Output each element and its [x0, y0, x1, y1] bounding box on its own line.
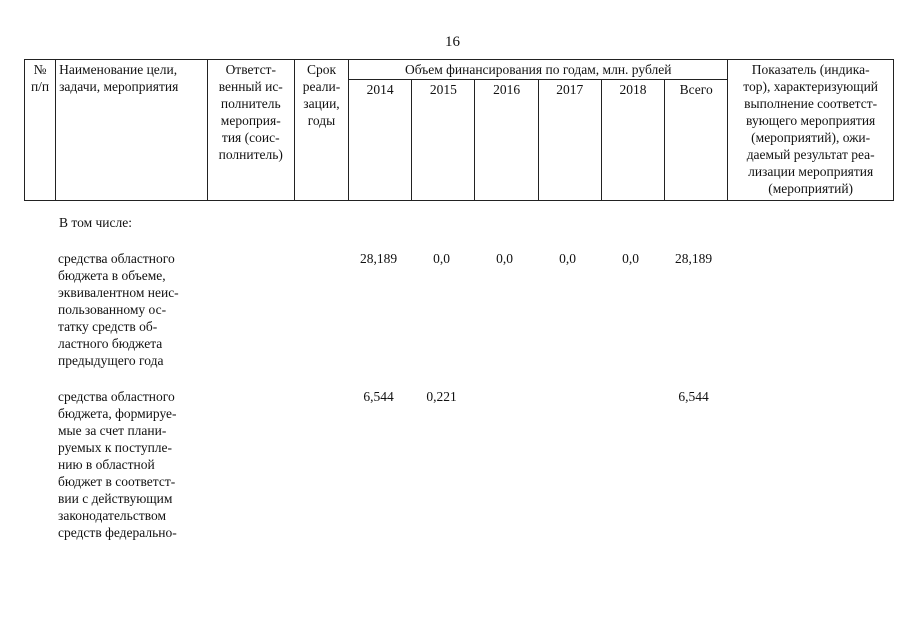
header-year-2018: 2018: [601, 80, 664, 201]
header-year-2014: 2014: [349, 80, 412, 201]
row-name: средства областного бюджета в объеме, эквивалентном неис- пользованному ос- татку средств об- ластного бюджета предыдущего года: [58, 251, 179, 368]
value-2017: 0,0: [559, 251, 576, 266]
value-2014: 6,544: [363, 389, 394, 404]
header-indicator: Показатель (индика- тор), характеризующий выполнение соответст- вующего мероприятия (мероприятий), ожи- даемый результат реа- лизации мероприятия (мероприятий): [728, 60, 894, 201]
value-2018: 0,0: [622, 251, 639, 266]
value-total: 28,189: [674, 251, 713, 266]
value-2014: 28,189: [359, 251, 398, 266]
header-year-2015: 2015: [412, 80, 475, 201]
program-table-header: [24, 59, 894, 201]
value-2015: 0,0: [433, 251, 450, 266]
value-total: 6,544: [678, 389, 709, 404]
value-2015: 0,221: [426, 389, 457, 404]
header-term: Срок реали- зации, годы: [294, 60, 348, 201]
header-financing-title: Объем финансирования по годам, млн. рублей: [349, 60, 728, 80]
intro-text: В том числе:: [59, 215, 132, 230]
value-2016: 0,0: [496, 251, 513, 266]
header-year-2016: 2016: [475, 80, 538, 201]
row-name: средства областного бюджета, формируе- мые за счет плани- руемых к поступле- нию в областной бюджет в соответст- вии с действующим законодательством средств федерально-: [58, 389, 177, 540]
header-name: Наименование цели, задачи, мероприятия: [56, 60, 208, 201]
header-year-total: Всего: [665, 80, 728, 201]
header-num: № п/п: [25, 60, 56, 201]
header-responsible: Ответст- венный ис- полнитель мероприя- тия (соис- полнитель): [207, 60, 294, 201]
page-number: 16: [445, 34, 460, 50]
header-year-2017: 2017: [538, 80, 601, 201]
